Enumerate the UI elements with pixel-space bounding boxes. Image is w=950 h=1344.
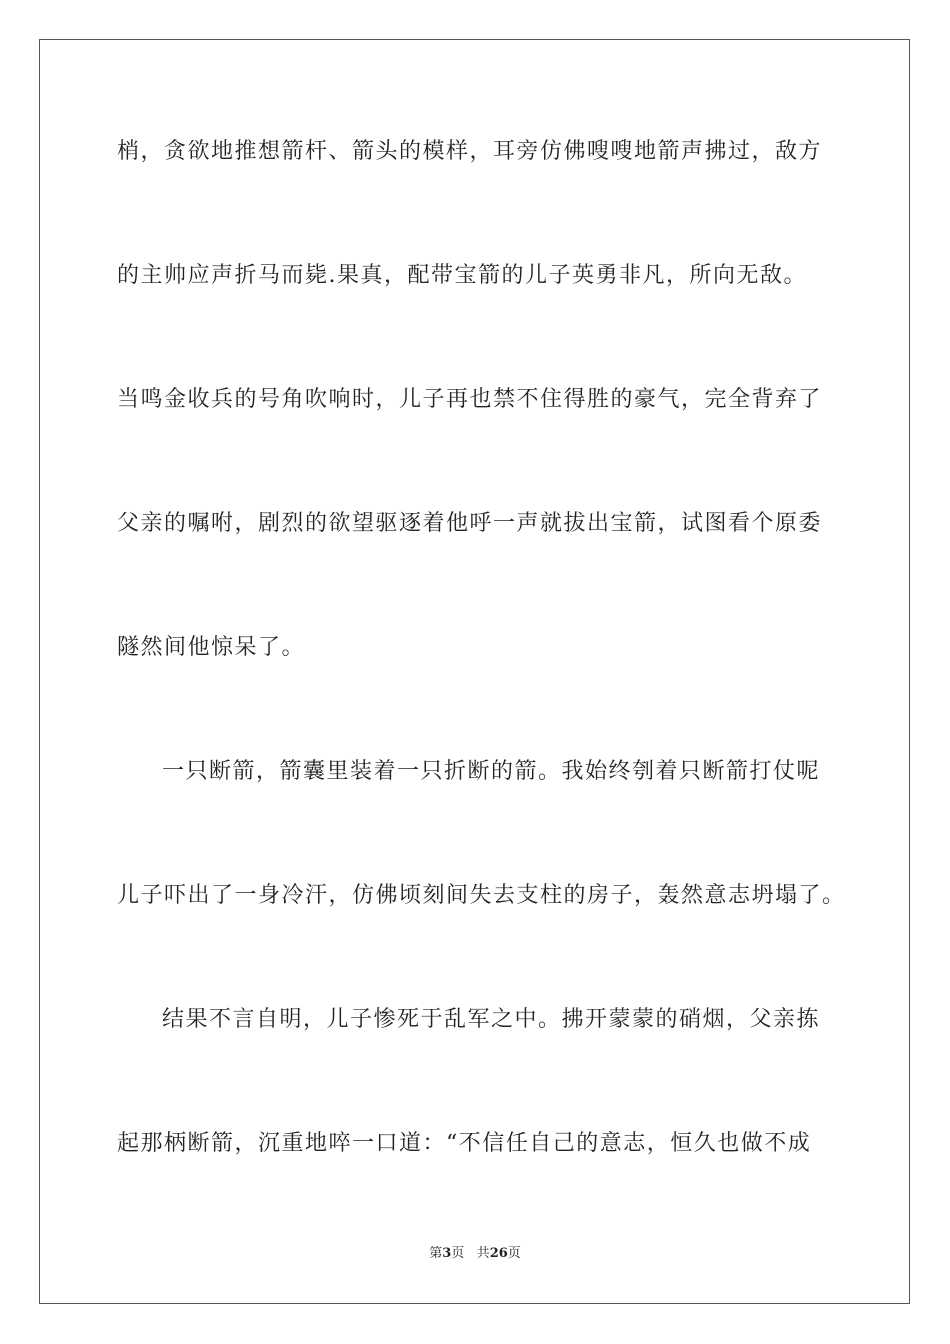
total-prefix: 共 [476,1246,490,1261]
text-line: 起那柄断箭，沉重地啐一口道：“不信任自己的意志，恒久也做不成 [117,1131,812,1156]
page-suffix: 页 [451,1246,465,1261]
page-prefix: 第 [429,1246,443,1261]
total-pages: 26 [489,1246,508,1261]
text-line: 父亲的嘱咐，剧烈的欲望驱逐着他呼一声就拔出宝箭，试图看个原委 [117,511,823,536]
text-line: 梢，贪欲地推想箭杆、箭头的模样，耳旁仿佛嗖嗖地箭声拂过，敌方 [117,139,823,164]
text-line: 儿子吓出了一身冷汗，仿佛顷刻间失去支柱的房子，轰然意志坍塌了。 [117,883,846,908]
total-suffix: 页 [507,1246,521,1261]
page-number: 3 [442,1246,452,1261]
text-line: 当鸣金收兵的号角吹响时，儿子再也禁不住得胜的豪气，完全背弃了 [117,387,823,412]
text-line: 的主帅应声折马而毙.果真，配带宝箭的儿子英勇非凡，所向无敌。 [117,263,807,288]
paragraph-start-line: 结果不言自明，儿子惨死于乱军之中。拂开蒙蒙的硝烟，父亲拣 [162,1007,821,1032]
text-line: 隧然间他惊呆了。 [117,635,306,660]
page-footer [0,1245,950,1263]
paragraph-start-line: 一只断箭，箭囊里装着一只折断的箭。我始终刳着只断箭打仗呢 [162,759,821,784]
page-border [39,39,910,1304]
